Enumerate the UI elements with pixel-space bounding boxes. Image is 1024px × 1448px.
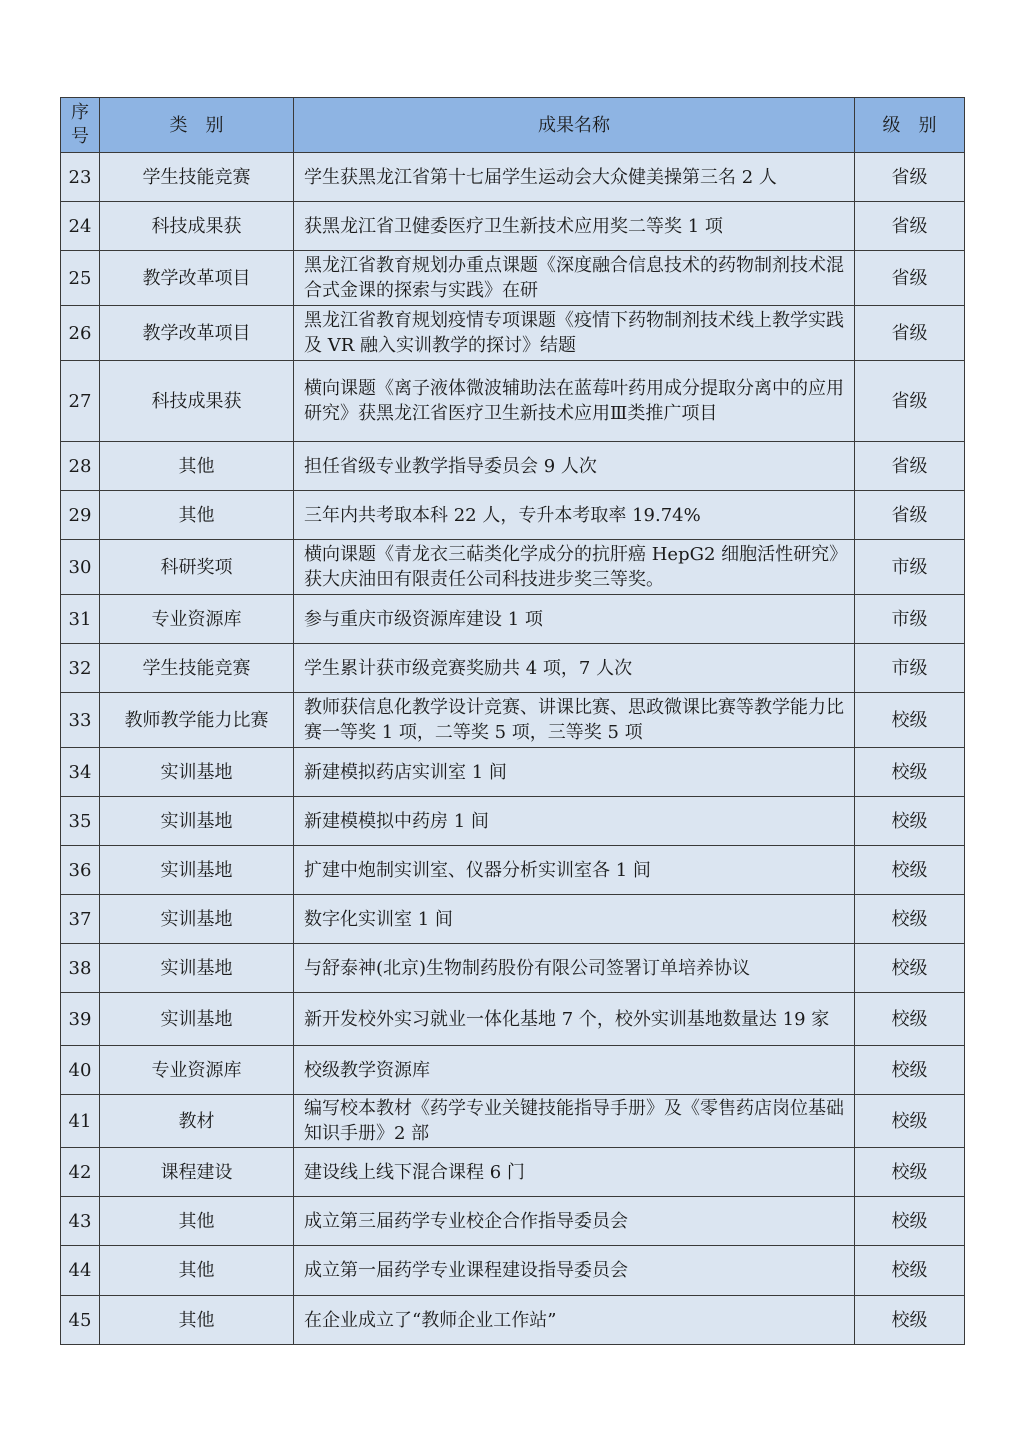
cell-achievement-name: 参与重庆市级资源库建设 1 项 [294, 595, 855, 644]
header-achievement-name: 成果名称 [294, 98, 855, 153]
cell-achievement-name: 在企业成立了“教师企业工作站” [294, 1296, 855, 1345]
cell-category: 课程建设 [100, 1148, 294, 1197]
cell-level: 校级 [855, 693, 965, 748]
cell-serial-number: 31 [61, 595, 100, 644]
cell-achievement-name: 扩建中炮制实训室、仪器分析实训室各 1 间 [294, 846, 855, 895]
header-category: 类 别 [100, 98, 294, 153]
cell-category: 实训基地 [100, 895, 294, 944]
cell-achievement-name: 黑龙江省教育规划办重点课题《深度融合信息技术的药物制剂技术混合式金课的探索与实践》在研 [294, 251, 855, 306]
cell-achievement-name: 三年内共考取本科 22 人，专升本考取率 19.74% [294, 491, 855, 540]
cell-level: 省级 [855, 442, 965, 491]
cell-category: 其他 [100, 491, 294, 540]
table-row [61, 491, 965, 540]
cell-serial-number: 24 [61, 202, 100, 251]
table-row [61, 1296, 965, 1345]
cell-serial-number: 33 [61, 693, 100, 748]
cell-serial-number: 45 [61, 1296, 100, 1345]
cell-category: 其他 [100, 1246, 294, 1296]
cell-achievement-name: 黑龙江省教育规划疫情专项课题《疫情下药物制剂技术线上教学实践及 VR 融入实训教学的探讨》结题 [294, 306, 855, 361]
table-row [61, 442, 965, 491]
table-row [61, 993, 965, 1046]
cell-serial-number: 43 [61, 1197, 100, 1246]
cell-category: 实训基地 [100, 797, 294, 846]
cell-achievement-name: 学生获黑龙江省第十七届学生运动会大众健美操第三名 2 人 [294, 153, 855, 202]
table-header-row [61, 98, 965, 153]
cell-achievement-name: 教师获信息化教学设计竞赛、讲课比赛、思政微课比赛等教学能力比赛一等奖 1 项，二等奖 5 项，三等奖 5 项 [294, 693, 855, 748]
cell-achievement-name: 学生累计获市级竞赛奖励共 4 项，7 人次 [294, 644, 855, 693]
table-body [61, 153, 965, 1345]
cell-category: 其他 [100, 1197, 294, 1246]
cell-level: 省级 [855, 202, 965, 251]
cell-level: 市级 [855, 595, 965, 644]
cell-serial-number: 27 [61, 361, 100, 442]
table-row [61, 1148, 965, 1197]
table-row [61, 1046, 965, 1095]
cell-level: 校级 [855, 895, 965, 944]
cell-achievement-name: 担任省级专业教学指导委员会 9 人次 [294, 442, 855, 491]
cell-serial-number: 38 [61, 944, 100, 993]
cell-category: 其他 [100, 1296, 294, 1345]
cell-serial-number: 32 [61, 644, 100, 693]
cell-level: 校级 [855, 1197, 965, 1246]
header-level: 级 别 [855, 98, 965, 153]
header-serial-number [61, 98, 100, 153]
cell-category: 实训基地 [100, 993, 294, 1046]
cell-level: 校级 [855, 993, 965, 1046]
cell-level: 省级 [855, 306, 965, 361]
cell-achievement-name: 横向课题《离子液体微波辅助法在蓝莓叶药用成分提取分离中的应用研究》获黑龙江省医疗卫生新技术应用Ⅲ类推广项目 [294, 361, 855, 442]
cell-level: 省级 [855, 491, 965, 540]
cell-level: 校级 [855, 1148, 965, 1197]
table-row [61, 361, 965, 442]
cell-serial-number: 42 [61, 1148, 100, 1197]
table-row [61, 251, 965, 306]
table-row [61, 644, 965, 693]
table-row [61, 1197, 965, 1246]
cell-achievement-name: 成立第一届药学专业课程建设指导委员会 [294, 1246, 855, 1296]
table-row [61, 846, 965, 895]
cell-level: 校级 [855, 1246, 965, 1296]
cell-category: 科研奖项 [100, 540, 294, 595]
table-row [61, 1095, 965, 1148]
cell-category: 教学改革项目 [100, 251, 294, 306]
cell-serial-number: 39 [61, 993, 100, 1046]
cell-achievement-name: 编写校本教材《药学专业关键技能指导手册》及《零售药店岗位基础知识手册》2 部 [294, 1095, 855, 1148]
header-serial-number-line1: 序 [71, 102, 89, 123]
cell-level: 校级 [855, 1095, 965, 1148]
cell-achievement-name: 获黑龙江省卫健委医疗卫生新技术应用奖二等奖 1 项 [294, 202, 855, 251]
cell-category: 教学改革项目 [100, 306, 294, 361]
cell-serial-number: 30 [61, 540, 100, 595]
table-row [61, 748, 965, 797]
cell-achievement-name: 横向课题《青龙衣三萜类化学成分的抗肝癌 HepG2 细胞活性研究》获大庆油田有限责任公司科技进步奖三等奖。 [294, 540, 855, 595]
cell-achievement-name: 与舒泰神(北京)生物制药股份有限公司签署订单培养协议 [294, 944, 855, 993]
cell-category: 实训基地 [100, 944, 294, 993]
cell-serial-number: 29 [61, 491, 100, 540]
cell-serial-number: 41 [61, 1095, 100, 1148]
cell-level: 校级 [855, 797, 965, 846]
table-row [61, 202, 965, 251]
cell-category: 实训基地 [100, 846, 294, 895]
cell-level: 省级 [855, 153, 965, 202]
cell-achievement-name: 成立第三届药学专业校企合作指导委员会 [294, 1197, 855, 1246]
table-row [61, 153, 965, 202]
cell-serial-number: 23 [61, 153, 100, 202]
cell-category: 学生技能竞赛 [100, 153, 294, 202]
cell-level: 校级 [855, 1046, 965, 1095]
cell-level: 校级 [855, 748, 965, 797]
cell-level: 省级 [855, 251, 965, 306]
cell-serial-number: 40 [61, 1046, 100, 1095]
cell-category: 专业资源库 [100, 1046, 294, 1095]
table-row [61, 895, 965, 944]
cell-category: 实训基地 [100, 748, 294, 797]
cell-achievement-name: 数字化实训室 1 间 [294, 895, 855, 944]
table-row [61, 797, 965, 846]
cell-level: 市级 [855, 644, 965, 693]
table-row [61, 595, 965, 644]
cell-serial-number: 26 [61, 306, 100, 361]
cell-level: 校级 [855, 944, 965, 993]
cell-achievement-name: 新建模拟药店实训室 1 间 [294, 748, 855, 797]
cell-serial-number: 37 [61, 895, 100, 944]
cell-serial-number: 36 [61, 846, 100, 895]
cell-serial-number: 28 [61, 442, 100, 491]
cell-level: 校级 [855, 1296, 965, 1345]
cell-serial-number: 35 [61, 797, 100, 846]
cell-category: 科技成果获 [100, 361, 294, 442]
cell-category: 科技成果获 [100, 202, 294, 251]
table-row [61, 306, 965, 361]
cell-category: 学生技能竞赛 [100, 644, 294, 693]
table-row [61, 944, 965, 993]
cell-category: 专业资源库 [100, 595, 294, 644]
header-serial-number-line2: 号 [71, 126, 89, 147]
cell-achievement-name: 校级教学资源库 [294, 1046, 855, 1095]
achievements-table [60, 97, 965, 1345]
cell-category: 其他 [100, 442, 294, 491]
cell-level: 校级 [855, 846, 965, 895]
cell-serial-number: 34 [61, 748, 100, 797]
table-row [61, 693, 965, 748]
cell-serial-number: 44 [61, 1246, 100, 1296]
cell-achievement-name: 新建模模拟中药房 1 间 [294, 797, 855, 846]
cell-achievement-name: 新开发校外实习就业一体化基地 7 个，校外实训基地数量达 19 家 [294, 993, 855, 1046]
cell-achievement-name: 建设线上线下混合课程 6 门 [294, 1148, 855, 1197]
table-row [61, 1246, 965, 1296]
table-row [61, 540, 965, 595]
cell-category: 教材 [100, 1095, 294, 1148]
cell-level: 省级 [855, 361, 965, 442]
cell-category: 教师教学能力比赛 [100, 693, 294, 748]
cell-level: 市级 [855, 540, 965, 595]
cell-serial-number: 25 [61, 251, 100, 306]
